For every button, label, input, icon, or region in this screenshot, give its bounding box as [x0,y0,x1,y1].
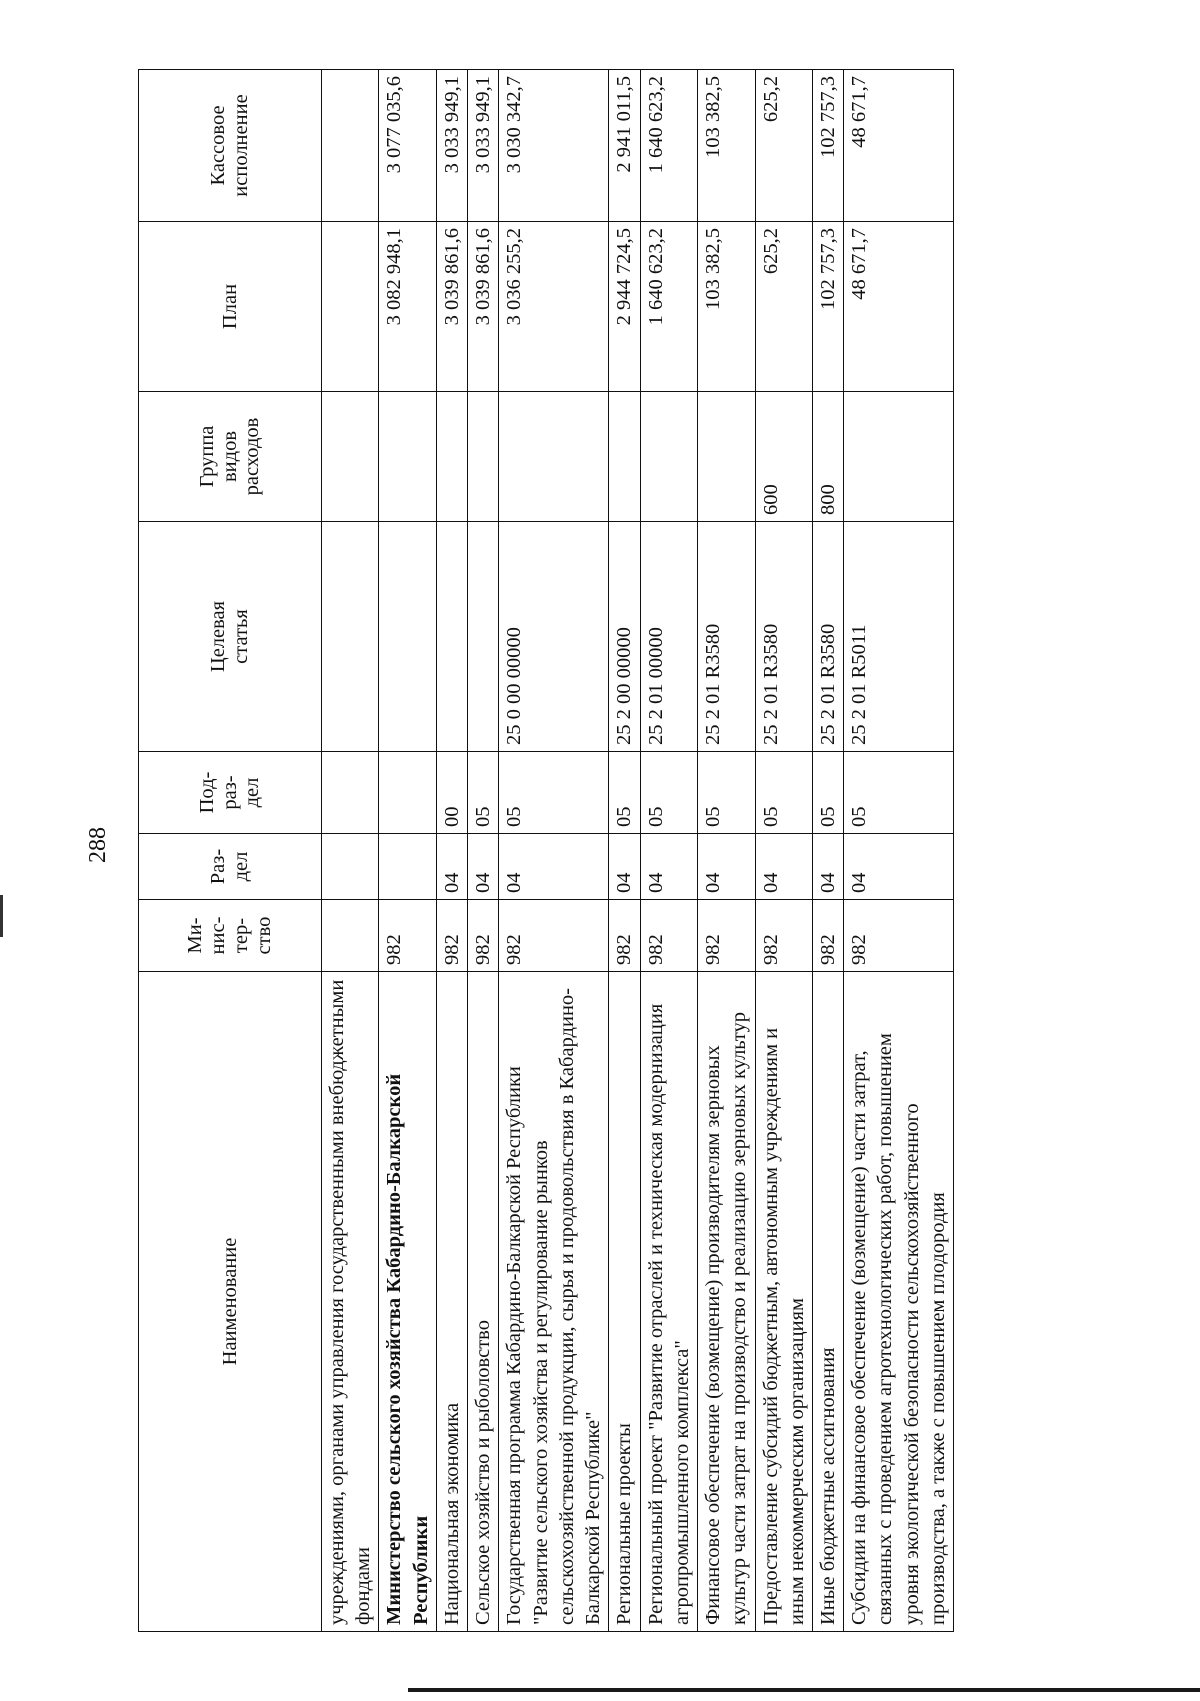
cell-subsection [322,752,379,834]
header-name [139,972,322,1632]
cell-subsection: 00 [436,752,467,834]
table-row [436,70,467,1632]
cell-name: Субсидии на финансовое обеспечение (возмещение) части затрат, связанных с проведением агротехнологических работ, повышением уровня экологической безопасности сельскохозяйственного производства, а также с повышением плодородия [844,972,954,1632]
table-row [640,70,697,1632]
cell-plan: 3 039 861,6 [468,222,499,392]
cell-ministry: 982 [379,900,436,972]
cell-section: 04 [698,834,755,900]
budget-table-rotated [138,70,1080,1632]
header-execution-text: Кассовое исполнение [207,94,252,197]
cell-expense-group [322,392,379,522]
header-name-text: Наименование [218,1237,241,1366]
cell-expense-group [609,392,640,522]
table-row [499,70,609,1632]
cell-section: 04 [755,834,812,900]
cell-name: Сельское хозяйство и рыболовство [468,972,499,1632]
cell-subsection: 05 [698,752,755,834]
header-expense-group-text: Группа видов расходов [195,417,264,496]
cell-subsection: 05 [640,752,697,834]
cell-plan: 2 944 724,5 [609,222,640,392]
table-row [609,70,640,1632]
cell-expense-group [698,392,755,522]
cell-target: 25 2 00 00000 [609,522,640,752]
header-ministry-text: Ми- нис- тер- ство [184,916,275,955]
cell-target: 25 2 01 R5011 [844,522,954,752]
cell-name: Государственная программа Кабардино-Балкарской Республики "Развитие сельского хозяйства и регулирование рынков сельскохозяйственной продукции, сырья и продовольствия в Кабардино-Балкарской Республике" [499,972,609,1632]
cell-expense-group [844,392,954,522]
cell-plan [322,222,379,392]
cell-target: 25 2 01 R3580 [812,522,843,752]
header-target [139,522,322,752]
header-ministry [139,900,322,972]
cell-section: 04 [640,834,697,900]
cell-expense-group [640,392,697,522]
cell-section [379,834,436,900]
budget-table [138,69,954,1632]
table-row [379,70,436,1632]
cell-name: Министерство сельского хозяйства Кабардино-Балкарской Республики [379,972,436,1632]
cell-plan: 3 082 948,1 [379,222,436,392]
cell-section: 04 [436,834,467,900]
cell-execution: 3 033 949,1 [468,70,499,222]
cell-subsection: 05 [468,752,499,834]
cell-section: 04 [609,834,640,900]
table-header-row [139,70,322,1632]
table-row [698,70,755,1632]
page-number: 288 [85,827,111,863]
table-row [844,70,954,1632]
table-row [755,70,812,1632]
header-plan [139,222,322,392]
cell-target: 25 0 00 00000 [499,522,609,752]
cell-plan: 3 039 861,6 [436,222,467,392]
cell-subsection [379,752,436,834]
header-expense-group [139,392,322,522]
cell-subsection: 05 [499,752,609,834]
cell-execution: 1 640 623,2 [640,70,697,222]
cell-plan: 103 382,5 [698,222,755,392]
cell-execution: 3 030 342,7 [499,70,609,222]
cell-target: 25 2 01 R3580 [698,522,755,752]
scan-edge-mark [0,895,3,937]
cell-plan: 48 671,7 [844,222,954,392]
cell-name: Региональные проекты [609,972,640,1632]
cell-subsection: 05 [755,752,812,834]
cell-target [468,522,499,752]
cell-name: учреждениями, органами управления государственными внебюджетными фондами [322,972,379,1632]
cell-expense-group [379,392,436,522]
cell-subsection: 05 [812,752,843,834]
cell-name: Финансовое обеспечение (возмещение) производителям зерновых культур части затрат на производство и реализацию зерновых культур [698,972,755,1632]
cell-execution: 102 757,3 [812,70,843,222]
header-target-text: Целевая статья [207,600,252,673]
cell-section: 04 [499,834,609,900]
cell-target [436,522,467,752]
cell-execution [322,70,379,222]
cell-execution: 48 671,7 [844,70,954,222]
header-execution [139,70,322,222]
cell-name: Национальная экономика [436,972,467,1632]
cell-plan: 102 757,3 [812,222,843,392]
cell-plan: 625,2 [755,222,812,392]
cell-ministry [322,900,379,972]
cell-section [322,834,379,900]
cell-ministry: 982 [609,900,640,972]
cell-target [379,522,436,752]
cell-name: Региональный проект "Развитие отраслей и техническая модернизация агропромышленного комплекса" [640,972,697,1632]
cell-section: 04 [812,834,843,900]
table-row [468,70,499,1632]
header-subsection-text: Под- раз- дел [195,771,264,814]
cell-target: 25 2 01 00000 [640,522,697,752]
cell-expense-group: 800 [812,392,843,522]
cell-execution: 3 033 949,1 [436,70,467,222]
cell-ministry: 982 [844,900,954,972]
scan-bottom-rule [408,1688,1200,1692]
cell-subsection: 05 [609,752,640,834]
cell-ministry: 982 [640,900,697,972]
cell-expense-group [499,392,609,522]
cell-ministry: 982 [499,900,609,972]
cell-ministry: 982 [812,900,843,972]
cell-ministry: 982 [436,900,467,972]
cell-subsection: 05 [844,752,954,834]
cell-name: Иные бюджетные ассигнования [812,972,843,1632]
cell-expense-group [468,392,499,522]
header-section [139,834,322,900]
cell-execution: 2 941 011,5 [609,70,640,222]
cell-ministry: 982 [468,900,499,972]
cell-execution: 3 077 035,6 [379,70,436,222]
table-row [322,70,379,1632]
table-row [812,70,843,1632]
header-subsection [139,752,322,834]
header-section-text: Раз- дел [207,848,252,885]
cell-expense-group [436,392,467,522]
cell-target: 25 2 01 R3580 [755,522,812,752]
cell-expense-group: 600 [755,392,812,522]
header-plan-text: План [218,283,241,330]
cell-target [322,522,379,752]
cell-name: Предоставление субсидий бюджетным, автономным учреждениям и иным некоммерческим организациям [755,972,812,1632]
cell-ministry: 982 [755,900,812,972]
cell-section: 04 [468,834,499,900]
cell-execution: 103 382,5 [698,70,755,222]
cell-execution: 625,2 [755,70,812,222]
cell-plan: 1 640 623,2 [640,222,697,392]
cell-ministry: 982 [698,900,755,972]
cell-section: 04 [844,834,954,900]
cell-plan: 3 036 255,2 [499,222,609,392]
